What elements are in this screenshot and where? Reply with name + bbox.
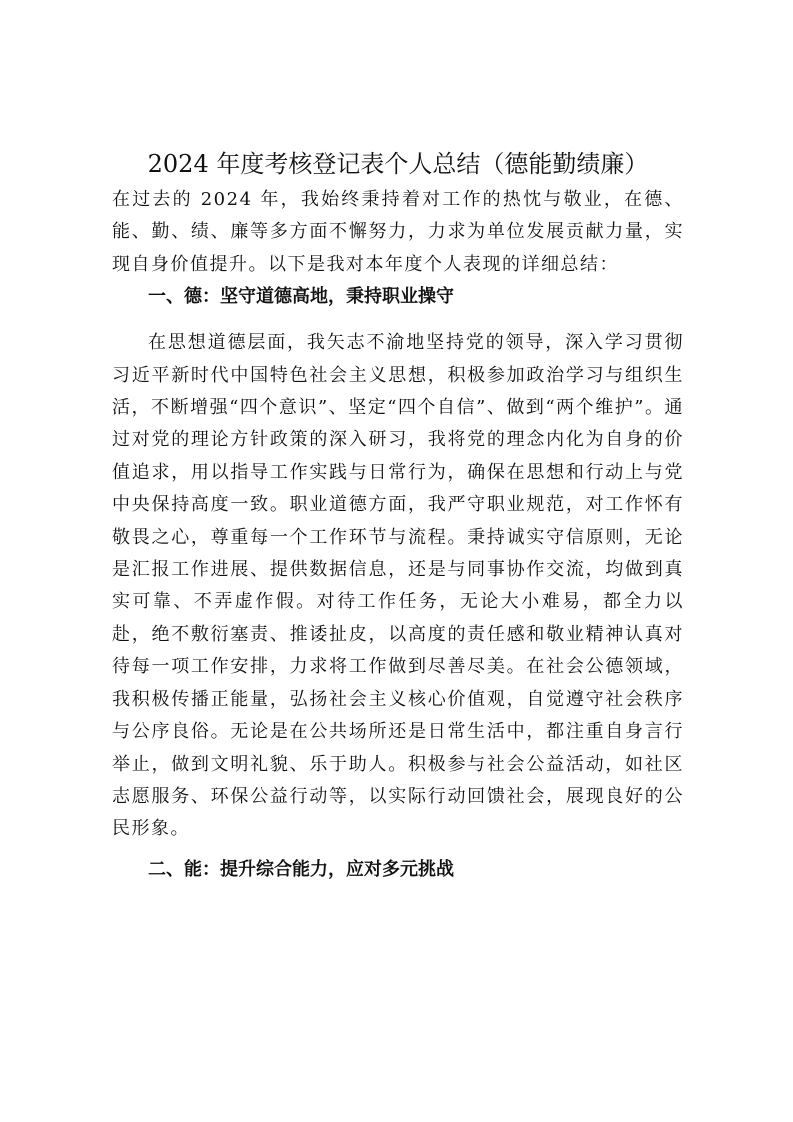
section-heading-de: 一、德：坚守道德高地，秉持职业操守 — [148, 286, 454, 308]
section-heading-neng: 二、能：提升综合能力，应对多元挑战 — [148, 858, 454, 880]
intro-paragraph: 在过去的 2024 年，我始终秉持着对工作的热忱与敬业，在德、能、勤、绩、廉等多方面不懈努力，力求为单位发展贡献力量，实现自身价值提升。以下是我对本年度个人表现的详细总结： — [112, 189, 684, 275]
document-content — [112, 144, 684, 886]
spacer — [112, 846, 684, 854]
spacer — [112, 313, 684, 327]
section-body-de: 在思想道德层面，我矢志不渝地坚持党的领导，深入学习贯彻习近平新时代中国特色社会主义思想，积极参加政治学习与组织生活，不断增强“四个意识”、坚定“四个自信”、做到“两个维护”。通过对党的理论方针政策的深入研习，我将党的理念内化为自身的价值追求，用以指导工作实践与日常行为，确保在思想和行动上与党中央保持高度一致。职业道德方面，我严守职业规范，对工作怀有敬畏之心，尊重每一个工作环节与流程。秉持诚实守信原则，无论是汇报工作进展、提供数据信息，还是与同事协作交流，均做到真实可靠、不弄虚作假。对待工作任务，无论大小难易，都全力以赴，绝不敷衍塞责、推诿扯皮，以高度的责任感和敬业精神认真对待每一项工作安排，力求将工作做到尽善尽美。在社会公德领域，我积极传播正能量，弘扬社会主义核心价值观，自觉遵守社会秩序与公序良俗。无论是在公共场所还是日常生活中，都注重自身言行举止，做到文明礼貌、乐于助人。积极参与社会公益活动，如社区志愿服务、环保公益行动等，以实际行动回馈社会，展现良好的公民形象。 — [112, 332, 684, 840]
document-title: 2024 年度考核登记表个人总结（德能勤绩廉） — [147, 150, 649, 178]
